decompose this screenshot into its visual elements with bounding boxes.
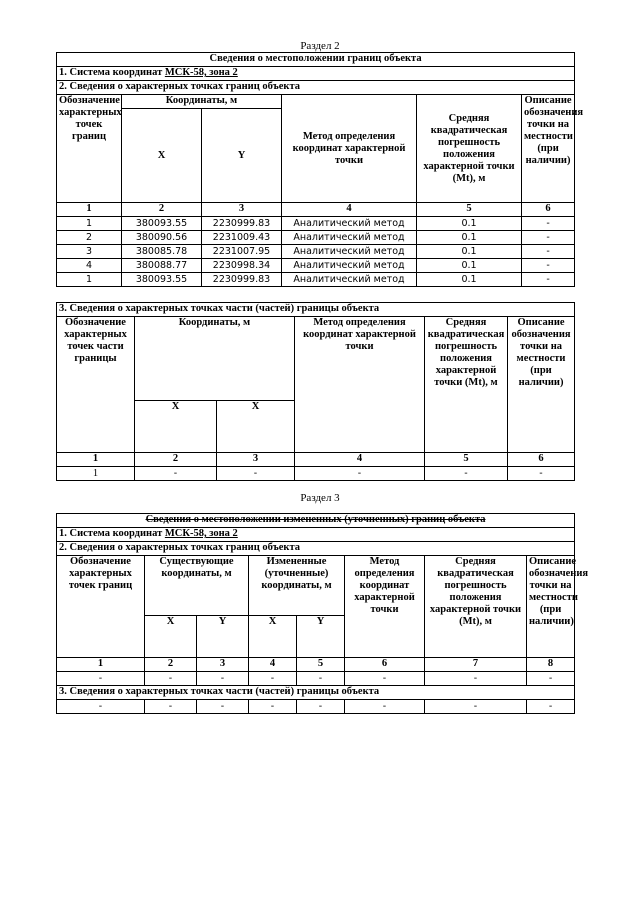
point-id: 4: [57, 259, 122, 273]
description: -: [522, 245, 575, 259]
part-header-x: X: [135, 401, 217, 453]
part-points-heading: 3. Сведения о характерных точках части (частей) границы объекта: [57, 303, 575, 317]
coord-x: 380093.55: [122, 217, 202, 231]
header-x: X: [145, 616, 197, 658]
col-number: 2: [145, 658, 197, 672]
table-row: [57, 245, 575, 259]
point-id: 3: [57, 245, 122, 259]
header-x: X: [249, 616, 297, 658]
method: Аналитический метод: [282, 217, 417, 231]
method: -: [295, 467, 425, 481]
col-number: 2: [135, 453, 217, 467]
column-numbers-row: [57, 658, 575, 672]
changed-x: -: [249, 672, 297, 686]
error: 0.1: [417, 273, 522, 287]
method: -: [345, 672, 425, 686]
boundary-points-heading: 2. Сведения о характерных точках границ объекта: [57, 81, 575, 95]
error: 0.1: [417, 259, 522, 273]
method: Аналитический метод: [282, 231, 417, 245]
coord-x: -: [135, 467, 217, 481]
col-number: 5: [297, 658, 345, 672]
part-header-method: Метод определения координат характерной точки: [295, 317, 425, 453]
point-id: 1: [57, 467, 135, 481]
header-changed-coordinates: Измененные (уточненные) координаты, м: [249, 556, 345, 616]
description: -: [522, 231, 575, 245]
header-method: Метод определения координат характерной точки: [282, 95, 417, 203]
changed-x: -: [249, 700, 297, 714]
part-header-error: Средняя квадратическая погрешность положения характерной точки (Mt), м: [425, 317, 508, 453]
coord-y: 2230999.83: [202, 273, 282, 287]
table-title: Сведения о местоположении границ объекта: [57, 53, 575, 67]
header-existing-coordinates: Существующие координаты, м: [145, 556, 249, 616]
header-description: Описание обозначения точки на местности (при наличии): [522, 95, 575, 203]
table-row: [57, 231, 575, 245]
error: -: [425, 672, 527, 686]
existing-x: -: [145, 700, 197, 714]
description: -: [527, 700, 575, 714]
header-y: Y: [297, 616, 345, 658]
col-number: 3: [197, 658, 249, 672]
coord-y: 2230999.83: [202, 217, 282, 231]
col-number: 6: [345, 658, 425, 672]
existing-y: -: [197, 700, 249, 714]
changed-y: -: [297, 672, 345, 686]
header-x: X: [122, 109, 202, 203]
method: Аналитический метод: [282, 259, 417, 273]
header-error: Средняя квадратическая погрешность положения характерной точки (Mt), м: [417, 95, 522, 203]
existing-y: -: [197, 672, 249, 686]
table-row: [57, 217, 575, 231]
col-number: 7: [425, 658, 527, 672]
col-number: 6: [508, 453, 575, 467]
table-title: Сведения о местоположении измененных (уточненных) границ объекта: [57, 514, 575, 528]
error: 0.1: [417, 231, 522, 245]
col-number: 5: [425, 453, 508, 467]
coord-x: -: [217, 467, 295, 481]
col-number: 3: [202, 203, 282, 217]
description: -: [522, 217, 575, 231]
table-row: [57, 672, 575, 686]
coordinate-system-row: 1. Система координат МСК-58, зона 2: [57, 528, 575, 542]
col-number: 1: [57, 203, 122, 217]
error: 0.1: [417, 245, 522, 259]
description: -: [522, 259, 575, 273]
coord-x: 380090.56: [122, 231, 202, 245]
part-points-heading: 3. Сведения о характерных точках части (частей) границы объекта: [57, 686, 575, 700]
column-numbers-row: [57, 203, 575, 217]
header-coordinates: Координаты, м: [122, 95, 282, 109]
coord-x: 380085.78: [122, 245, 202, 259]
part-header-coordinates: Координаты, м: [135, 317, 295, 401]
section-2-title: Раздел 2: [300, 40, 340, 52]
col-number: 1: [57, 658, 145, 672]
header-y: Y: [202, 109, 282, 203]
header-designation: Обозначение характерных точек границ: [57, 95, 122, 203]
header-designation: Обозначение характерных точек границ: [57, 556, 145, 658]
error: -: [425, 700, 527, 714]
col-number: 3: [217, 453, 295, 467]
error: -: [425, 467, 508, 481]
existing-x: -: [145, 672, 197, 686]
coord-x: 380088.77: [122, 259, 202, 273]
point-id: 1: [57, 217, 122, 231]
col-number: 4: [295, 453, 425, 467]
col-number: 4: [282, 203, 417, 217]
boundary-points-heading: 2. Сведения о характерных точках границ объекта: [57, 542, 575, 556]
part-header-x: X: [217, 401, 295, 453]
section-2-part-table: [56, 302, 575, 481]
coord-y: 2231007.95: [202, 245, 282, 259]
table-row: [57, 700, 575, 714]
coordinate-system-row: 1. Система координат МСК-58, зона 2: [57, 67, 575, 81]
point-id: 1: [57, 273, 122, 287]
point-id: 2: [57, 231, 122, 245]
header-description: Описание обозначения точки на местности (при наличии): [527, 556, 575, 658]
table-row: [57, 273, 575, 287]
part-column-numbers-row: [57, 453, 575, 467]
coord-y: 2231009.43: [202, 231, 282, 245]
coord-y: 2230998.34: [202, 259, 282, 273]
section-3-title: Раздел 3: [300, 492, 340, 504]
point-id: -: [57, 700, 145, 714]
part-header-description: Описание обозначения точки на местности (при наличии): [508, 317, 575, 453]
description: -: [522, 273, 575, 287]
part-header-designation: Обозначение характерных точек части границы: [57, 317, 135, 453]
col-number: 6: [522, 203, 575, 217]
table-row: [57, 259, 575, 273]
coord-x: 380093.55: [122, 273, 202, 287]
description: -: [527, 672, 575, 686]
method: Аналитический метод: [282, 245, 417, 259]
col-number: 4: [249, 658, 297, 672]
description: -: [508, 467, 575, 481]
header-method: Метод определения координат характерной точки: [345, 556, 425, 658]
section-2-table: [56, 52, 584, 287]
method: -: [345, 700, 425, 714]
changed-y: -: [297, 700, 345, 714]
col-number: 8: [527, 658, 575, 672]
section-3-table: [56, 513, 589, 714]
point-id: -: [57, 672, 145, 686]
header-error: Средняя квадратическая погрешность положения характерной точки (Mt), м: [425, 556, 527, 658]
error: 0.1: [417, 217, 522, 231]
col-number: 2: [122, 203, 202, 217]
method: Аналитический метод: [282, 273, 417, 287]
table-row: [57, 467, 575, 481]
header-y: Y: [197, 616, 249, 658]
col-number: 5: [417, 203, 522, 217]
col-number: 1: [57, 453, 135, 467]
